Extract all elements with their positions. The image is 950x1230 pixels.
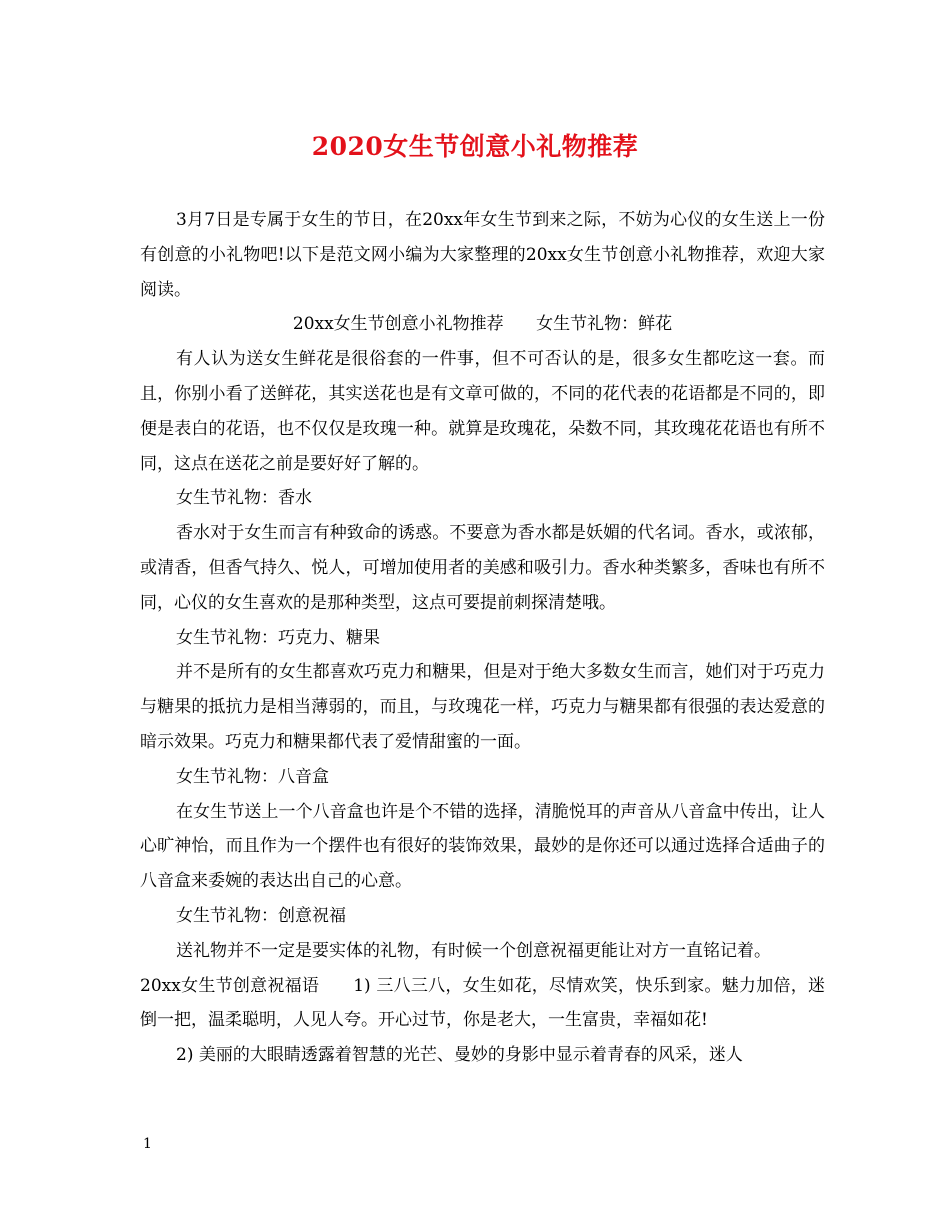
document-body bbox=[140, 203, 825, 1073]
heading-blessing: 女生节礼物：创意祝福 bbox=[176, 905, 346, 926]
paragraph-flowers: 有人认为送女生鲜花是很俗套的一件事，但不可否认的是，很多女生都吃这一套。而且，你别小看了送鲜花，其实送花也是有文章可做的，不同的花代表的花语都是不同的，即便是表白的花语，也不仅仅是玫瑰一种。就算是玫瑰花，朵数不同，其玫瑰花花语也有所不同，这点在送花之前是要好好了解的。 bbox=[140, 349, 825, 474]
heading-music-box: 女生节礼物：八音盒 bbox=[176, 766, 329, 787]
paragraph-subheading: 20xx女生节创意小礼物推荐 女生节礼物：鲜花 bbox=[292, 314, 673, 335]
page-number: 1 bbox=[143, 1136, 152, 1152]
paragraph-perfume: 香水对于女生而言有种致命的诱惑。不要意为香水都是妖媚的代名词。香水，或浓郁，或清香，但香气持久、悦人，可增加使用者的美感和吸引力。香水种类繁多，香味也有所不同，心仪的女生喜欢的是那种类型，这点可要提前刺探清楚哦。 bbox=[140, 523, 825, 613]
paragraph-chocolate: 并不是所有的女生都喜欢巧克力和糖果，但是对于绝大多数女生而言，她们对于巧克力与糖果的抵抗力是相当薄弱的，而且，与玫瑰花一样，巧克力与糖果都有很强的表达爱意的暗示效果。巧克力和糖果都代表了爱情甜蜜的一面。 bbox=[140, 662, 825, 752]
paragraph-blessing: 送礼物并不一定是要实体的礼物，有时候一个创意祝福更能让对方一直铭记着。 bbox=[176, 940, 771, 961]
paragraph-blessing-list-1: 20xx女生节创意祝福语 1) 三八三八，女生如花，尽情欢笑，快乐到家。魅力加倍，迷倒一把，温柔聪明，人见人夸。开心过节，你是老大，一生富贵，幸福如花! bbox=[140, 975, 825, 1031]
document-title: 2020女生节创意小礼物推荐 bbox=[311, 132, 639, 161]
paragraph-music-box: 在女生节送上一个八音盒也许是个不错的选择，清脆悦耳的声音从八音盒中传出，让人心旷神怡，而且作为一个摆件也有很好的装饰效果，最妙的是你还可以通过选择合适曲子的八音盒来委婉的表达出自己的心意。 bbox=[140, 801, 825, 892]
heading-chocolate: 女生节礼物：巧克力、糖果 bbox=[176, 627, 380, 648]
heading-perfume: 女生节礼物：香水 bbox=[176, 488, 312, 509]
paragraph-blessing-list-2: 2) 美丽的大眼睛透露着智慧的光芒、曼妙的身影中显示着青春的风采，迷人 bbox=[176, 1045, 743, 1066]
paragraph-intro: 3月7日是专属于女生的节日，在20xx年女生节到来之际，不妨为心仪的女生送上一份有创意的小礼物吧!以下是范文网小编为大家整理的20xx女生节创意小礼物推荐，欢迎大家阅读。 bbox=[140, 210, 825, 300]
